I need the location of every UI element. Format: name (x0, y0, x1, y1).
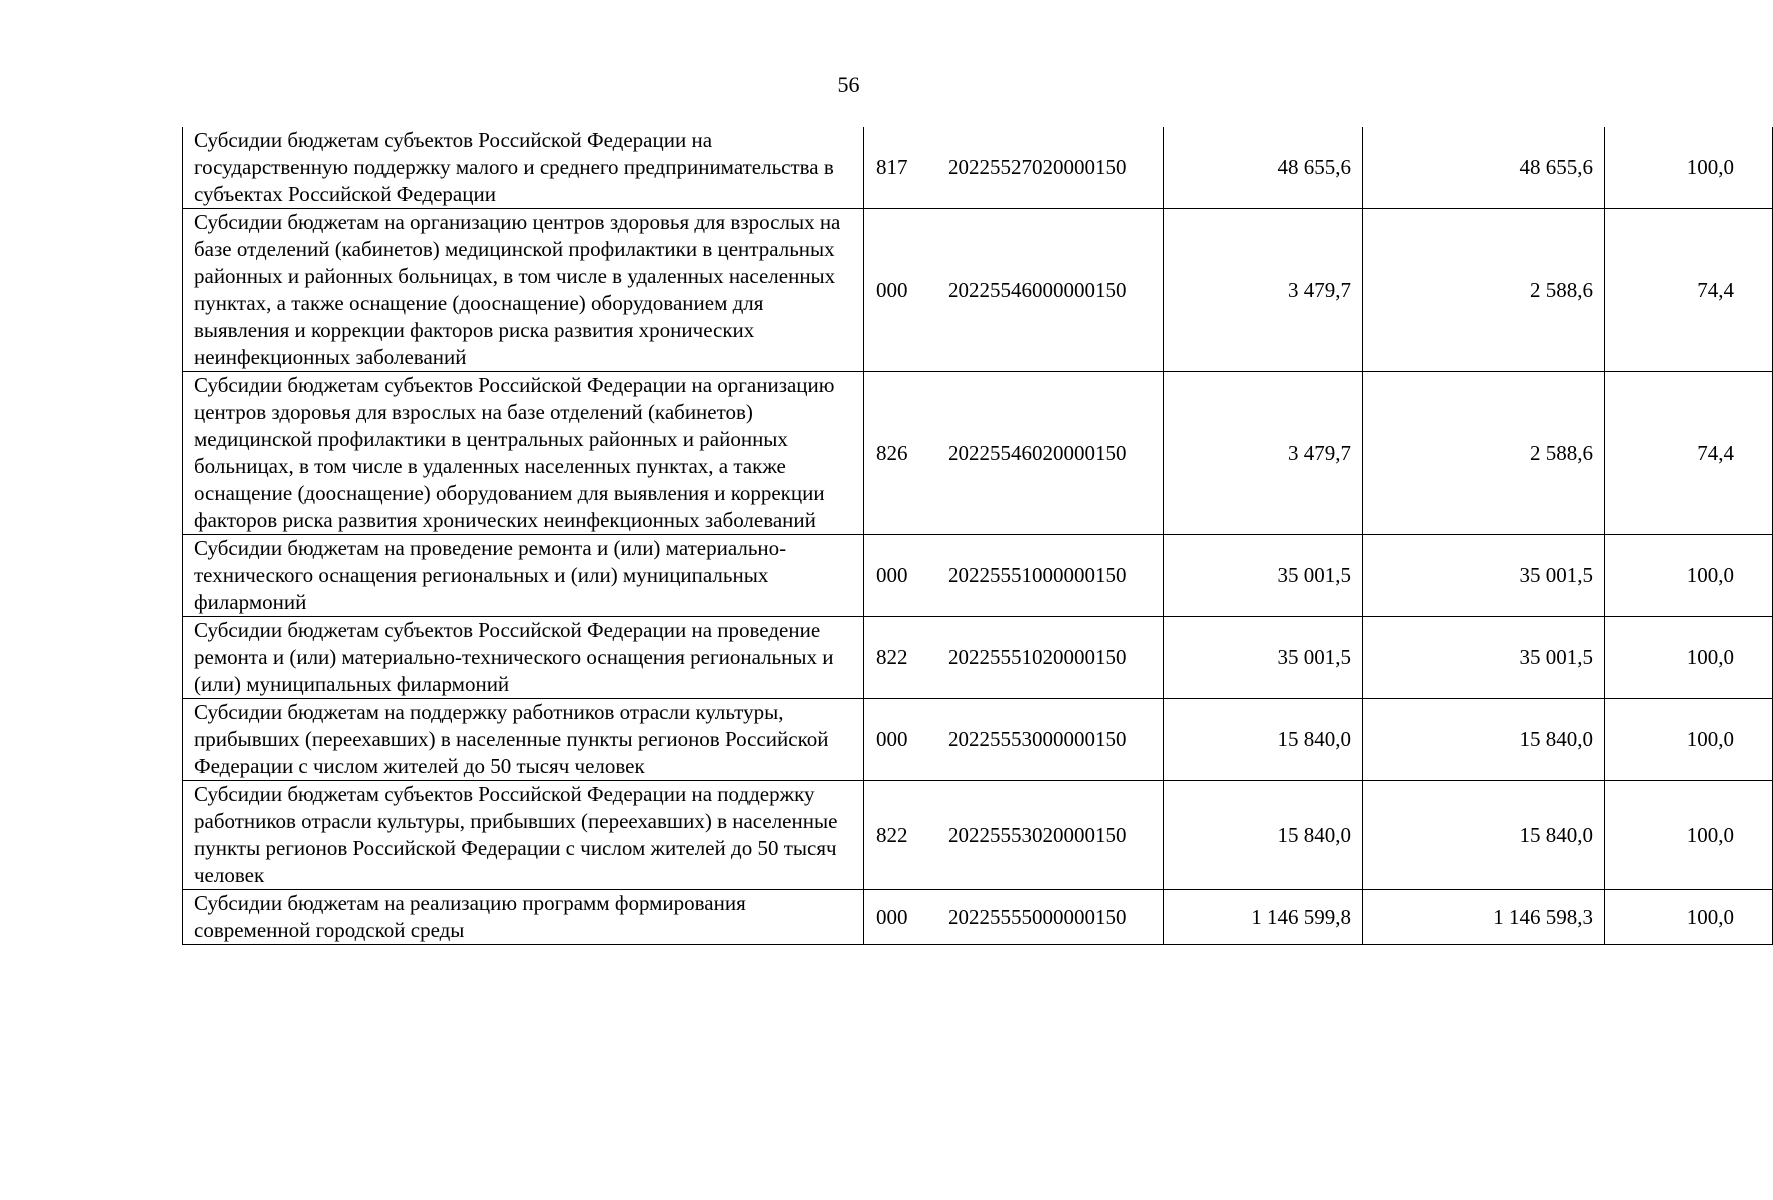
cell-fact-amount: 48 655,6 (1363, 127, 1605, 209)
page-number: 56 (837, 72, 860, 97)
cell-budget-code: 20225527020000150 (948, 127, 1164, 209)
cell-fact-amount: 15 840,0 (1363, 699, 1605, 781)
cell-admin-code: 000 (864, 209, 949, 372)
budget-table (182, 127, 1773, 945)
cell-admin-code: 000 (864, 890, 949, 945)
cell-name: Субсидии бюджетам субъектов Российской Федерации на организацию центров здоровья для взрослых на базе отделений (кабинетов) медицинской профилактики в центральных районных и районных больницах, в том числе в удаленных населенных пунктах, а также оснащение (дооснащение) оборудованием для выявления и коррекции факторов риска развития хронических неинфекционных заболеваний (183, 372, 864, 535)
table-row (183, 535, 1773, 617)
cell-admin-code: 826 (864, 372, 949, 535)
cell-name: Субсидии бюджетам субъектов Российской Федерации на поддержку работников отрасли культуры, прибывших (переехавших) в населенные пункты регионов Российской Федерации с числом жителей до 50 тысяч человек (183, 781, 864, 890)
cell-plan-amount: 3 479,7 (1164, 209, 1363, 372)
cell-name: Субсидии бюджетам субъектов Российской Федерации на государственную поддержку малого и среднего предпринимательства в субъектах Российской Федерации (183, 127, 864, 209)
cell-name: Субсидии бюджетам на проведение ремонта и (или) материально-технического оснащения региональных и (или) муниципальных филармоний (183, 535, 864, 617)
cell-plan-amount: 15 840,0 (1164, 781, 1363, 890)
cell-percent: 100,0 (1605, 699, 1773, 781)
cell-percent: 100,0 (1605, 890, 1773, 945)
cell-percent: 74,4 (1605, 372, 1773, 535)
cell-plan-amount: 15 840,0 (1164, 699, 1363, 781)
cell-budget-code: 20225553000000150 (948, 699, 1164, 781)
table-row (183, 890, 1773, 945)
table-row (183, 372, 1773, 535)
cell-admin-code: 000 (864, 535, 949, 617)
cell-plan-amount: 1 146 599,8 (1164, 890, 1363, 945)
cell-budget-code: 20225553020000150 (948, 781, 1164, 890)
cell-budget-code: 20225551000000150 (948, 535, 1164, 617)
cell-percent: 100,0 (1605, 535, 1773, 617)
cell-admin-code: 822 (864, 617, 949, 699)
cell-budget-code: 20225546000000150 (948, 209, 1164, 372)
cell-fact-amount: 35 001,5 (1363, 617, 1605, 699)
table-row (183, 209, 1773, 372)
cell-plan-amount: 48 655,6 (1164, 127, 1363, 209)
cell-name: Субсидии бюджетам на организацию центров здоровья для взрослых на базе отделений (кабинетов) медицинской профилактики в центральных районных и районных больницах, в том числе в удаленных населенных пунктах, а также оснащение (дооснащение) оборудованием для выявления и коррекции факторов риска развития хронических неинфекционных заболеваний (183, 209, 864, 372)
table-row (183, 127, 1773, 209)
cell-fact-amount: 1 146 598,3 (1363, 890, 1605, 945)
cell-percent: 100,0 (1605, 781, 1773, 890)
cell-percent: 100,0 (1605, 127, 1773, 209)
cell-budget-code: 20225555000000150 (948, 890, 1164, 945)
cell-admin-code: 822 (864, 781, 949, 890)
cell-admin-code: 817 (864, 127, 949, 209)
table-body (183, 127, 1773, 945)
cell-budget-code: 20225546020000150 (948, 372, 1164, 535)
cell-fact-amount: 2 588,6 (1363, 372, 1605, 535)
table-row (183, 781, 1773, 890)
cell-admin-code: 000 (864, 699, 949, 781)
cell-name: Субсидии бюджетам на поддержку работников отрасли культуры, прибывших (переехавших) в населенные пункты регионов Российской Федерации с числом жителей до 50 тысяч человек (183, 699, 864, 781)
cell-fact-amount: 35 001,5 (1363, 535, 1605, 617)
cell-percent: 100,0 (1605, 617, 1773, 699)
cell-plan-amount: 3 479,7 (1164, 372, 1363, 535)
cell-fact-amount: 2 588,6 (1363, 209, 1605, 372)
cell-plan-amount: 35 001,5 (1164, 617, 1363, 699)
cell-percent: 74,4 (1605, 209, 1773, 372)
table-row (183, 699, 1773, 781)
cell-plan-amount: 35 001,5 (1164, 535, 1363, 617)
cell-budget-code: 20225551020000150 (948, 617, 1164, 699)
table-row (183, 617, 1773, 699)
cell-fact-amount: 15 840,0 (1363, 781, 1605, 890)
cell-name: Субсидии бюджетам на реализацию программ формирования современной городской среды (183, 890, 864, 945)
cell-name: Субсидии бюджетам субъектов Российской Федерации на проведение ремонта и (или) материально-технического оснащения региональных и (или) муниципальных филармоний (183, 617, 864, 699)
